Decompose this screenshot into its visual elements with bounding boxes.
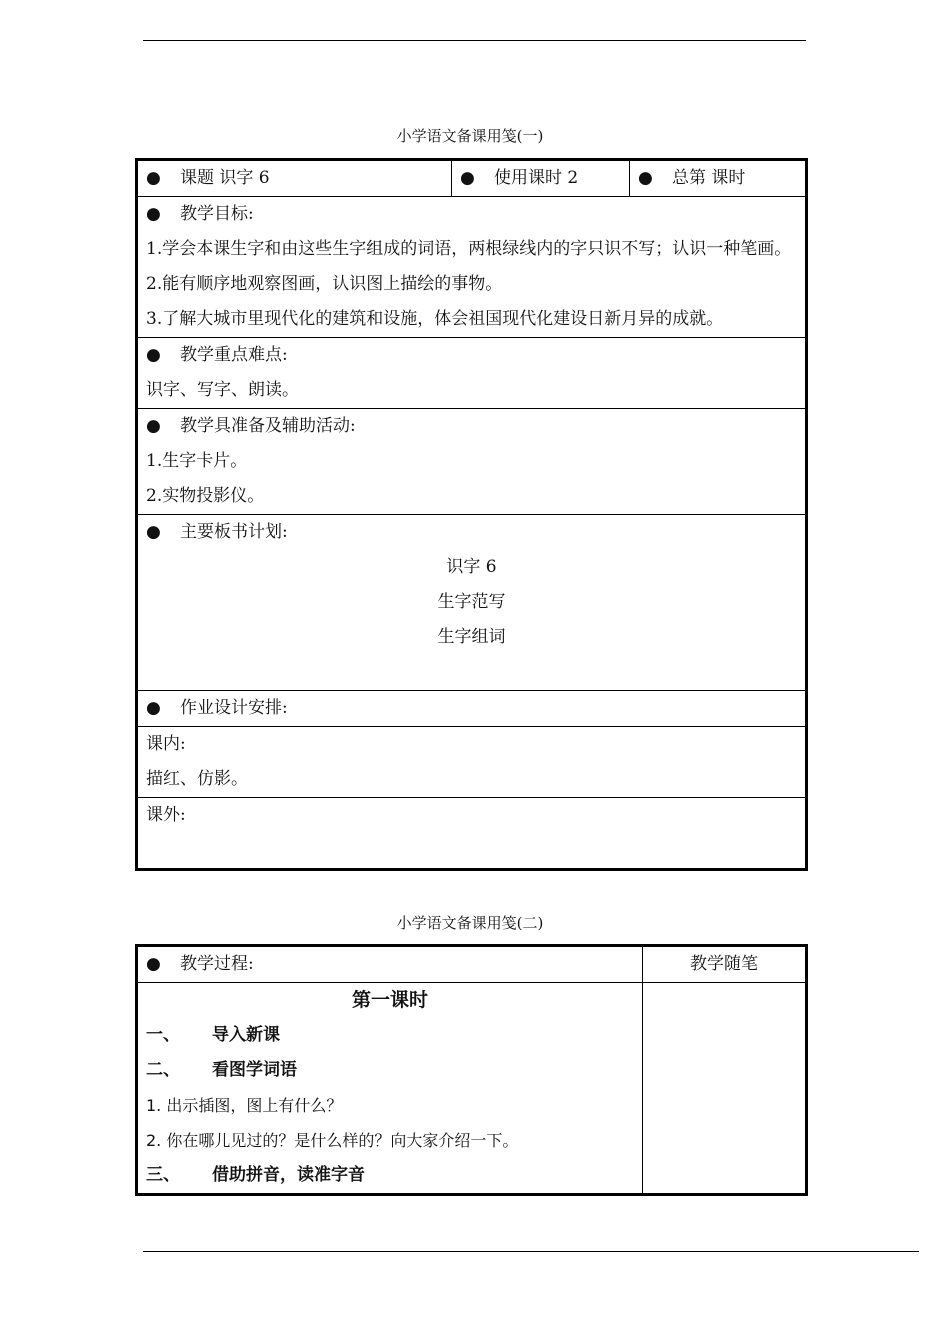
process-body-cell <box>137 983 643 1195</box>
hours-label: 使用课时 2 <box>494 168 579 188</box>
key-points-text: 识字、写字、朗读。 <box>146 380 299 400</box>
goals-cell <box>137 197 807 338</box>
step-item <box>146 1053 634 1088</box>
total-label: 总第 课时 <box>672 168 746 188</box>
in-class-cell <box>137 727 807 798</box>
bullet-icon: ● <box>460 168 475 188</box>
step-item <box>146 1158 634 1193</box>
question-item: 1. 出示插图，图上有什么？ <box>146 1096 343 1115</box>
step-number: 一、 <box>146 1025 180 1045</box>
notes-cell <box>643 983 807 1195</box>
process-body-row <box>137 983 807 1195</box>
footer-rule <box>143 1251 919 1252</box>
preparation-cell <box>137 409 807 515</box>
homework-heading <box>146 691 797 726</box>
goals-title: 教学目标: <box>180 204 254 224</box>
preparation-title: 教学具准备及辅助活动: <box>180 416 356 436</box>
bullet-icon: ● <box>146 698 161 718</box>
key-points-heading <box>146 338 797 373</box>
lesson-plan-sheet-1 <box>135 158 808 871</box>
bullet-icon: ● <box>146 345 161 365</box>
step-item <box>146 1018 634 1053</box>
preparation-heading <box>146 409 797 444</box>
board-line: 生字组词 <box>437 627 506 647</box>
bullet-icon: ● <box>146 522 161 542</box>
board-plan-cell <box>137 515 807 691</box>
homework-cell <box>137 691 807 727</box>
goals-row <box>137 197 807 338</box>
lesson-title: 第一课时 <box>351 989 428 1011</box>
lesson-plan-sheet-2 <box>135 944 808 1196</box>
header-row <box>137 160 807 197</box>
goal-item: 3.了解大城市里现代化的建筑和设施，体会祖国现代化建设日新月异的成就。 <box>146 309 724 329</box>
hours-cell <box>452 160 630 197</box>
goal-item: 1.学会本课生字和由这些生字组成的词语，两根绿线内的字只识不写；认识一种笔画。 <box>146 239 792 259</box>
key-points-title: 教学重点难点: <box>180 345 288 365</box>
board-line: 识字 6 <box>446 557 497 577</box>
in-class-text: 描红、仿影。 <box>146 769 248 789</box>
notes-title: 教学随笔 <box>643 946 807 983</box>
bullet-icon: ● <box>638 168 653 188</box>
goals-heading <box>146 197 797 232</box>
preparation-item: 1.生字卡片。 <box>146 451 248 471</box>
sheet1-caption: 小学语文备课用笺(一) <box>396 127 544 145</box>
step-number: 三、 <box>146 1165 180 1185</box>
in-class-row <box>137 727 807 798</box>
header-rule <box>143 40 806 41</box>
homework-row <box>137 691 807 727</box>
board-plan-row <box>137 515 807 691</box>
goal-item: 2.能有顺序地观察图画，认识图上描绘的事物。 <box>146 274 503 294</box>
homework-title: 作业设计安排: <box>180 698 288 718</box>
key-points-cell <box>137 338 807 409</box>
step-text: 借助拼音，读准字音 <box>212 1165 365 1185</box>
board-plan-title: 主要板书计划: <box>180 522 288 542</box>
after-class-title: 课外: <box>146 805 186 825</box>
question-item: 2. 你在哪儿见过的？是什么样的？向大家介绍一下。 <box>146 1131 519 1150</box>
bullet-icon: ● <box>146 416 161 436</box>
total-cell <box>630 160 807 197</box>
process-title-cell <box>137 946 643 983</box>
in-class-title: 课内: <box>146 734 186 754</box>
preparation-row <box>137 409 807 515</box>
after-class-cell <box>137 798 807 870</box>
preparation-item: 2.实物投影仪。 <box>146 486 265 506</box>
topic-label: 课题 识字 6 <box>180 168 270 188</box>
bullet-icon: ● <box>146 954 161 974</box>
sheet2-caption: 小学语文备课用笺(二) <box>396 914 544 932</box>
board-blank-space <box>146 655 797 690</box>
board-line: 生字范写 <box>437 592 506 612</box>
step-text: 导入新课 <box>212 1025 280 1045</box>
key-points-row <box>137 338 807 409</box>
topic-cell <box>137 160 452 197</box>
step-text: 看图学词语 <box>212 1060 297 1080</box>
board-plan-heading <box>146 515 797 550</box>
process-title: 教学过程: <box>180 954 254 974</box>
step-number: 二、 <box>146 1060 180 1080</box>
bullet-icon: ● <box>146 168 161 188</box>
after-class-blank <box>146 833 797 868</box>
process-header-row <box>137 946 807 983</box>
after-class-row <box>137 798 807 870</box>
bullet-icon: ● <box>146 204 161 224</box>
